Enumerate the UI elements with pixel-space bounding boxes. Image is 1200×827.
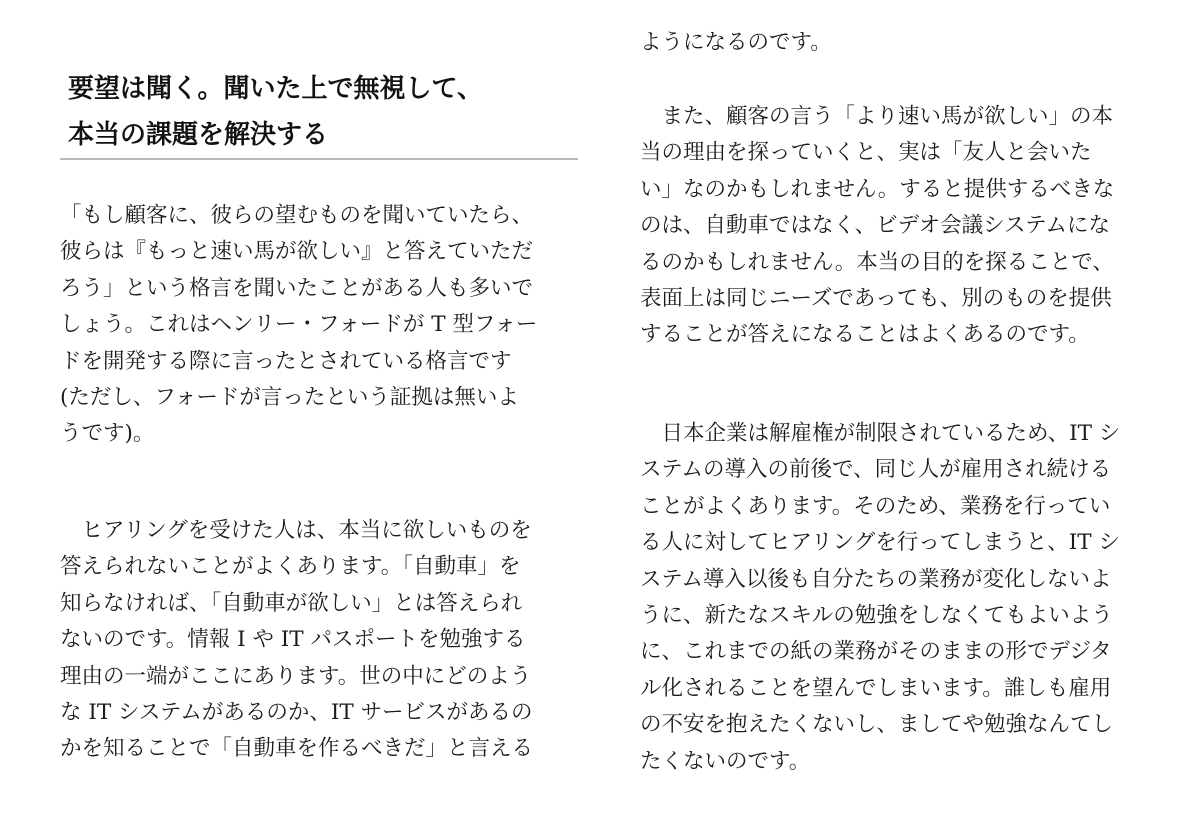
text-line: うです)。 <box>60 421 155 447</box>
text-line: ル化されることを望んでしまいます。誰しも雇用 <box>640 675 1112 701</box>
paragraph-hearing <box>60 513 533 768</box>
text-line: のは、自動車ではなく、ビデオ会議システムにな <box>640 213 1110 239</box>
section-heading <box>68 66 483 158</box>
text-line: ステムの導入の前後で、同じ人が雇用され続ける <box>640 457 1112 483</box>
text-line: 日本企業は解雇権が制限されているため、IT シ <box>640 421 1121 446</box>
text-line: 彼らは『もっと速い馬が欲しい』と答えていただ <box>60 239 534 265</box>
text-line: たくないのです。 <box>640 748 811 774</box>
text-line: 答えられないことがよくあります。「自動車」を <box>60 554 521 580</box>
paragraph-ford-quote <box>60 198 537 453</box>
text-line: るのかもしれません。本当の目的を探ることで、 <box>640 249 1114 275</box>
text-line: 理由の一端がここにあります。世の中にどのよう <box>60 663 532 689</box>
paragraph-continuation <box>640 25 832 61</box>
text-line: ヒアリングを受けた人は、本当に欲しいものを <box>60 518 532 543</box>
text-line: ようになるのです。 <box>640 30 832 55</box>
text-line: の不安を抱えたくないし、ましてや勉強なんてし <box>640 712 1114 738</box>
heading-line: 本当の課題を解決する <box>68 120 329 150</box>
text-line: しょう。これはヘンリー・フォードが T 型フォー <box>60 312 538 338</box>
text-line: 当の理由を探っていくと、実は「友人と会いた <box>640 140 1092 166</box>
paragraph-true-reason <box>640 99 1114 354</box>
paragraph-japanese-companies <box>640 416 1120 780</box>
text-line: る人に対してヒアリングを行ってしまうと、IT シ <box>640 530 1120 556</box>
text-line: 「もし顧客に、彼らの望むものを聞いていたら、 <box>60 203 534 228</box>
text-line: ことがよくあります。そのため、業務を行ってい <box>640 493 1111 519</box>
text-line: また、顧客の言う「より速い馬が欲しい」の本 <box>640 104 1114 129</box>
text-line: 表面上は同じニーズであっても、別のものを提供 <box>640 286 1112 312</box>
heading-line: 要望は聞く。聞いた上で無視して、 <box>68 74 483 104</box>
heading-divider <box>60 158 578 160</box>
text-line: な IT システムがあるのか、IT サービスがあるの <box>60 700 533 726</box>
text-line: ろう」という格言を聞いたことがある人も多いで <box>60 275 534 301</box>
text-line: うに、新たなスキルの勉強をしなくてもよいよう <box>640 603 1113 629</box>
text-line: 知らなければ、「自動車が欲しい」とは答えられ <box>60 590 523 616</box>
text-line: い」なのかもしれません。すると提供するべきな <box>640 176 1115 202</box>
text-line: ステム導入以後も自分たちの業務が変化しないよ <box>640 566 1112 592</box>
text-line: することが答えになることはよくあるのです。 <box>640 322 1090 348</box>
text-line: ドを開発する際に言ったとされている格言です <box>60 348 512 374</box>
text-line: に、これまでの紙の業務がそのままの形でデジタ <box>640 639 1112 665</box>
text-line: ないのです。情報 I や IT パスポートを勉強する <box>60 627 526 653</box>
text-line: (ただし、フォードが言ったという証拠は無いよ <box>60 385 519 411</box>
text-line: かを知ることで「自動車を作るべきだ」と言える <box>60 736 534 762</box>
